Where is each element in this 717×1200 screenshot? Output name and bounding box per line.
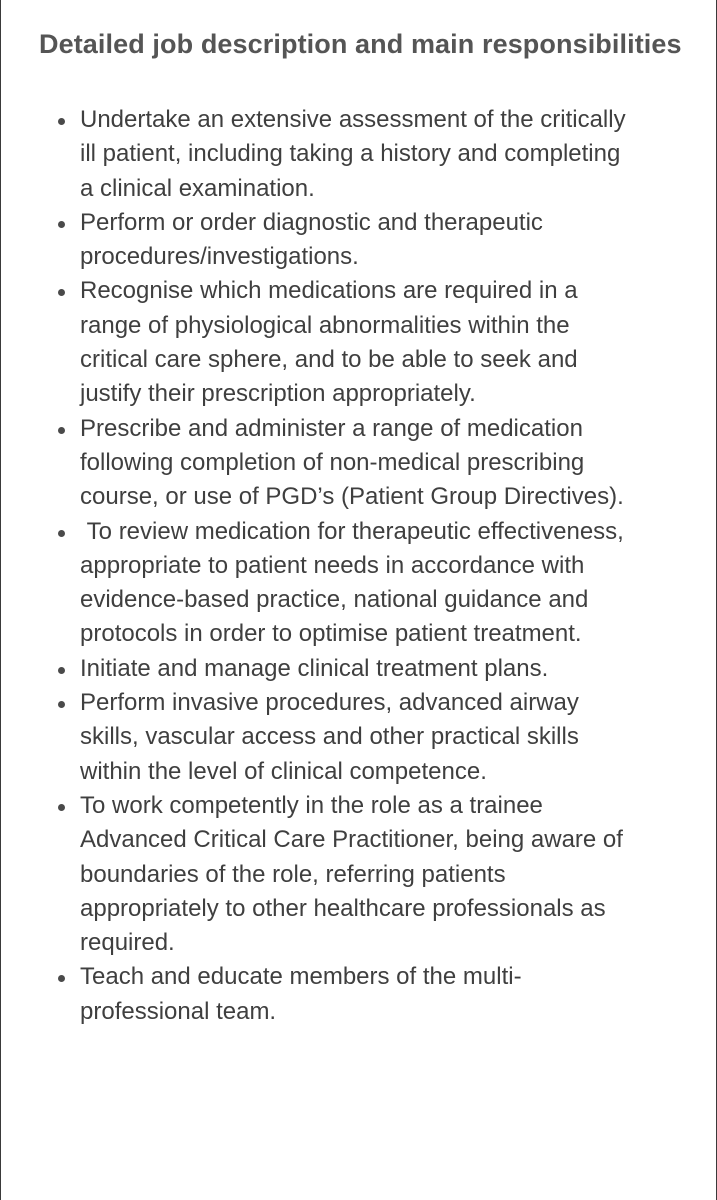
list-item-text: Prescribe and administer a range of medication following completion of non-medical prescribing course, or use of PGD’s (Patient Group Directives). [80,414,624,511]
list-item-text: Perform or order diagnostic and therapeutic procedures/investigations. [80,208,550,271]
list-item [80,515,640,652]
list-item [80,789,640,960]
bullet-icon [58,701,65,708]
list-item [80,652,640,686]
list-item-text: To review medication for therapeutic effectiveness, appropriate to patient needs in accordance with evidence-based practice, national guidance and protocols in order to optimise patient treatment. [80,517,631,648]
bullet-icon [58,221,65,228]
list-item [80,686,640,789]
bullet-icon [58,289,65,296]
bullet-icon [58,530,65,537]
bullet-icon [58,667,65,674]
list-item-text: Recognise which medications are required in a range of physiological abnormalities within the critical care sphere, and to be able to seek and justify their prescription appropriately. [80,277,585,408]
job-description-section [39,27,709,61]
list-item [80,412,640,515]
bullet-icon [58,118,65,125]
responsibilities-list [80,103,640,1029]
list-item-text: Undertake an extensive assessment of the critically ill patient, including taking a history and completing a clinical examination. [80,106,633,202]
list-item [80,103,640,206]
list-item-text: Teach and educate members of the multi-professional team. [80,963,522,1025]
bullet-icon [58,975,65,982]
section-heading: Detailed job description and main responsibilities [39,29,682,59]
list-item-text: Perform invasive procedures, advanced airway skills, vascular access and other practical skills within the level of clinical competence. [80,689,586,785]
left-border [0,0,1,1200]
list-item-text: Initiate and manage clinical treatment plans. [80,654,549,682]
bullet-icon [58,427,65,434]
list-item-text: To work competently in the role as a trainee Advanced Critical Care Practitioner, being aware of boundaries of the role, referring patients appropriately to other healthcare professionals as required. [80,791,630,957]
list-item [80,206,640,275]
list-item [80,274,640,411]
bullet-icon [58,804,65,811]
list-item [80,960,640,1029]
